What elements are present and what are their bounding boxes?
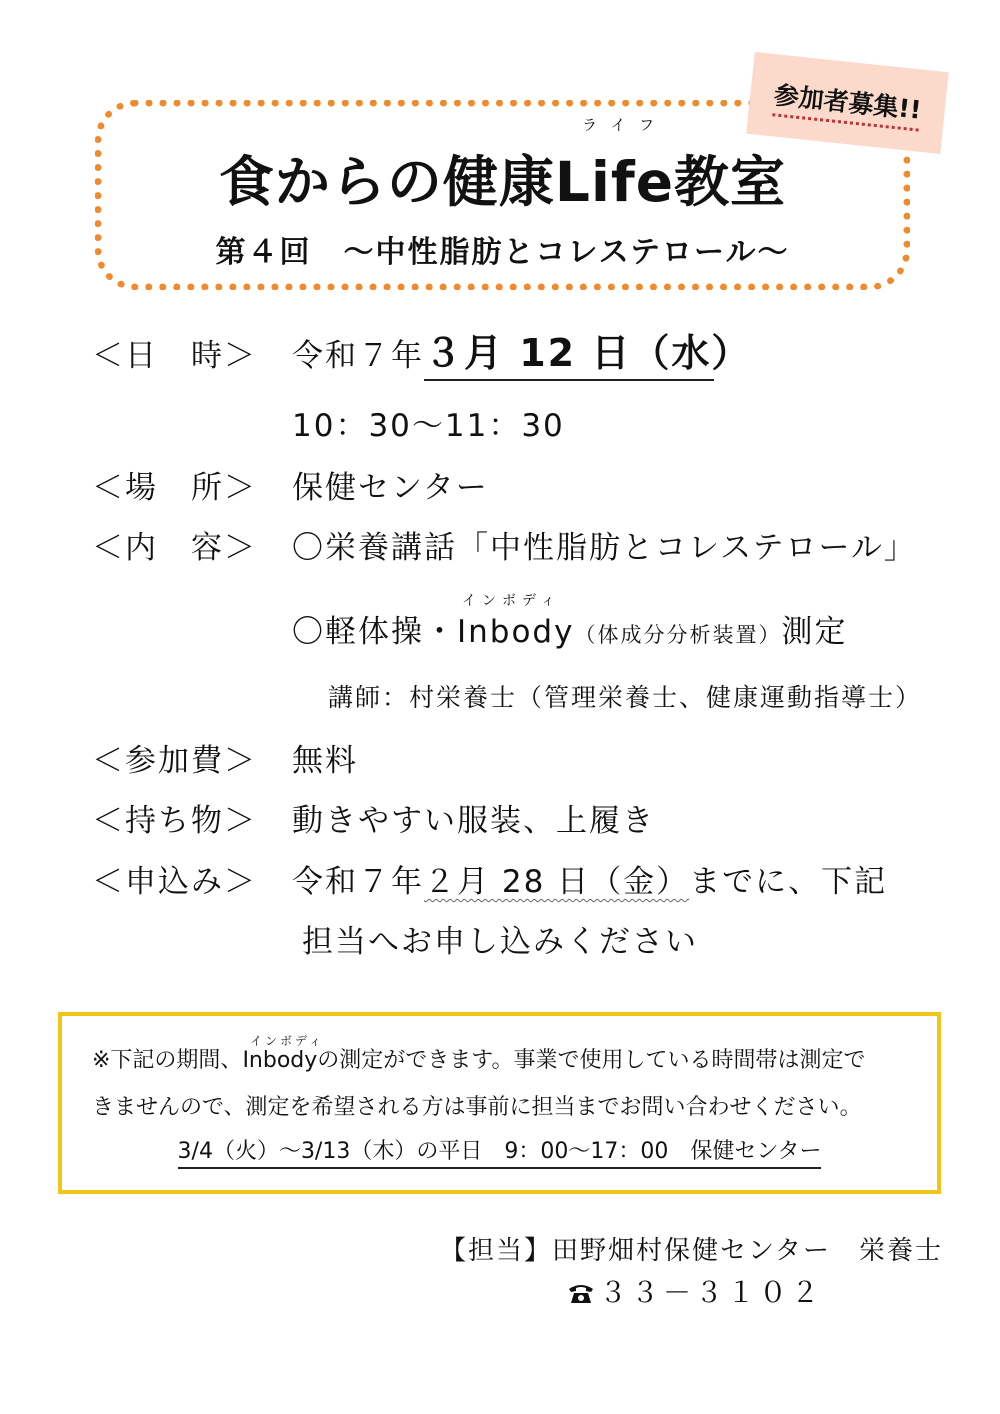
contact-line: 【担当】田野畑村保健センター 栄養士 bbox=[440, 1236, 943, 1266]
content-line-2-prefix: 〇軽体操・ bbox=[292, 614, 457, 650]
instructor: 講師：村栄養士（管理栄養士、健康運動指導士） bbox=[328, 683, 923, 712]
apply-label: ＜申込み＞ bbox=[92, 864, 257, 900]
notice-line-2: きませんので、測定を希望される方は事前に担当までお問い合わせください。 bbox=[92, 1095, 862, 1120]
datetime-value bbox=[292, 322, 752, 381]
notice-line-3: 3/4（火）～3/13（木）の平日 9：00～17：00 保健センター bbox=[178, 1139, 822, 1169]
apply-deadline: ２月 28 日（金） bbox=[424, 864, 690, 900]
telephone-icon bbox=[567, 1279, 595, 1303]
fee-label: ＜参加費＞ bbox=[92, 743, 257, 779]
event-time: 10：30～11：30 bbox=[292, 408, 565, 444]
apply-suffix: までに、下記 bbox=[689, 864, 888, 900]
fee-value: 無料 bbox=[292, 743, 358, 779]
title-ruby: ライフ bbox=[581, 116, 669, 134]
content-line-2-suffix: 測定 bbox=[781, 614, 848, 650]
content-line-1: 〇栄養講話「中性脂肪とコレステロール」 bbox=[292, 530, 917, 566]
notice-line-1 bbox=[92, 1043, 866, 1074]
phone-number: ３３－３１０２ bbox=[599, 1276, 824, 1309]
apply-line-2: 担当へお申し込みください bbox=[302, 924, 698, 960]
content-label: ＜内 容＞ bbox=[92, 530, 257, 566]
inbody-text: Inbody bbox=[457, 614, 575, 650]
place-value: 保健センター bbox=[292, 470, 489, 506]
belongings-value: 動きやすい服装、上履き bbox=[292, 803, 655, 839]
datetime-prefix: 令和７年 bbox=[292, 338, 424, 374]
event-date: ３月 12 日（水） bbox=[424, 322, 714, 381]
notice-line-1-c: の測定ができます。事業で使用している時間帯は測定で bbox=[317, 1048, 866, 1073]
notice-inbody-ruby: インボディ bbox=[250, 1034, 325, 1048]
apply-prefix: 令和７年 bbox=[292, 864, 424, 900]
apply-line-1 bbox=[292, 856, 887, 901]
datetime-label: ＜日 時＞ bbox=[92, 338, 257, 374]
badge-text: 参加者募集!! bbox=[772, 75, 923, 131]
place-label: ＜場 所＞ bbox=[92, 470, 257, 506]
notice-inbody: Inbody bbox=[242, 1048, 318, 1073]
phone-line bbox=[567, 1271, 823, 1311]
inbody-ruby: インボディ bbox=[462, 593, 561, 609]
content-line-2 bbox=[292, 606, 847, 651]
belongings-label: ＜持ち物＞ bbox=[92, 803, 257, 839]
page-subtitle: 第４回 ～中性脂肪とコレステロール～ bbox=[215, 235, 790, 270]
notice-line-1-a: ※下記の期間、 bbox=[92, 1048, 243, 1073]
page-title: 食からの健康Life教室 bbox=[218, 150, 787, 214]
inbody-description: （体成分分析装置） bbox=[574, 623, 782, 647]
notice-line-3-wrap bbox=[58, 1134, 941, 1165]
